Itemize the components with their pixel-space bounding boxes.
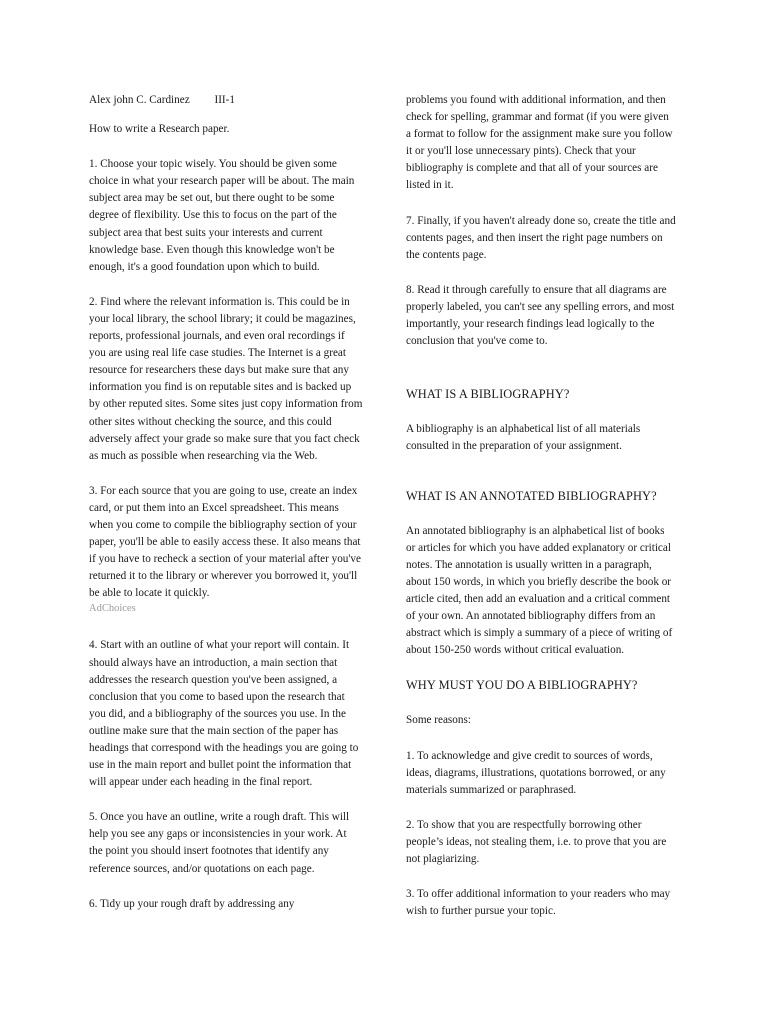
heading-why-bibliography: WHY MUST YOU DO A BIBLIOGRAPHY? <box>406 678 638 693</box>
author-name: Alex john C. Cardinez <box>89 94 190 106</box>
author-line <box>89 92 363 109</box>
step-2-paragraph: 2. Find where the relevant information is. This could be in your local library, the school library; it could be magazines, reports, professional journals, and even oral recordings if you are using real life case studies. The Internet is a great resource for researchers these days but make sure that any information you find is on reputable sites and is backed up by other reputed sites. Some sites just copy information from other sites without checking the source, and this could adversely affect your grade so make sure that you fact check as much as possible when researching via the Web. <box>89 295 363 462</box>
heading-what-is-bibliography: WHAT IS A BIBLIOGRAPHY? <box>406 387 570 402</box>
step-8-paragraph: 8. Read it through carefully to ensure that all diagrams are properly labeled, you can't see any spelling errors, and most importantly, your research findings lead logically to the conclusion that you've come to. <box>406 283 675 348</box>
heading-annotated-bibliography: WHAT IS AN ANNOTATED BIBLIOGRAPHY? <box>406 488 657 503</box>
reason-3: 3. To offer additional information to your readers who may wish to further pursue your topic. <box>406 888 671 918</box>
step-4-paragraph: 4. Start with an outline of what your report will contain. It should always have an introduction, a main section that addresses the research question you've been assigned, a conclusion that you come to based upon the research that you did, and a bibliography of the sources you use. In the outline make sure that the main section of the paper has headings that correspond with the headings you are going to use in the main report and bullet point the information that will appear under each heading in the final report. <box>89 639 359 789</box>
class-section: III-1 <box>214 94 235 106</box>
some-reasons-label: Some reasons: <box>406 714 471 727</box>
bibliography-definition: A bibliography is an alphabetical list of all materials consulted in the preparation of your assignment. <box>406 423 641 453</box>
adchoices-link[interactable]: AdChoices <box>89 603 136 615</box>
step-6-continued: problems you found with additional information, and then check for spelling, grammar and format (if you were given a format to follow for the assignment make sure you follow it or you'll lose unnecessary pints). Check that your bibliography is complete and that all of your sources are listed in it. <box>406 94 673 192</box>
step-6-paragraph: 6. Tidy up your rough draft by addressing any <box>89 897 295 910</box>
reason-1: 1. To acknowledge and give credit to sources of words, ideas, diagrams, illustrations, quotations borrowed, or any materials summarized or paraphrased. <box>406 749 666 796</box>
left-column <box>89 92 363 913</box>
document-title: How to write a Research paper. <box>89 123 230 136</box>
step-1-paragraph: 1. Choose your topic wisely. You should be given some choice in what your research paper will be about. The main subject area may be set out, but there ought to be some degree of flexibility. Use this to focus on the part of the subject area that best suits your interests and current knowledge base. Even though this knowledge won't be enough, it's a good foundation upon which to build. <box>89 158 355 273</box>
reason-2: 2. To show that you are respectfully borrowing other people’s ideas, not stealing them, i.e. to prove that you are not plagiarizing. <box>406 818 667 865</box>
step-5-paragraph: 5. Once you have an outline, write a rough draft. This will help you see any gaps or inconsistencies in your work. At the point you should insert footnotes that identify any reference sources, and/or quotations on each page. <box>89 811 350 875</box>
right-column <box>406 92 676 920</box>
step-7-paragraph: 7. Finally, if you haven't already done so, create the title and contents pages, and then insert the right page numbers on the contents page. <box>406 214 676 261</box>
annotated-bibliography-definition: An annotated bibliography is an alphabetical list of books or articles for which you have added explanatory or critical notes. The annotation is usually written in a paragraph, about 150 words, in which you briefly describe the book or article cited, then add an evaluation and a critical comment of your own. An annotated bibliography differs from an abstract which is simply a summary of a piece of writing of about 150-250 words without critical evaluation. <box>406 524 673 657</box>
step-3-paragraph: 3. For each source that you are going to use, create an index card, or put them into an Excel spreadsheet. This means when you come to compile the bibliography section of your paper, you'll be able to easily access these. It also means that if you have to recheck a section of your material after you've returned it to the library or wherever you borrowed it, you'll be able to locate it quickly. <box>89 484 361 600</box>
